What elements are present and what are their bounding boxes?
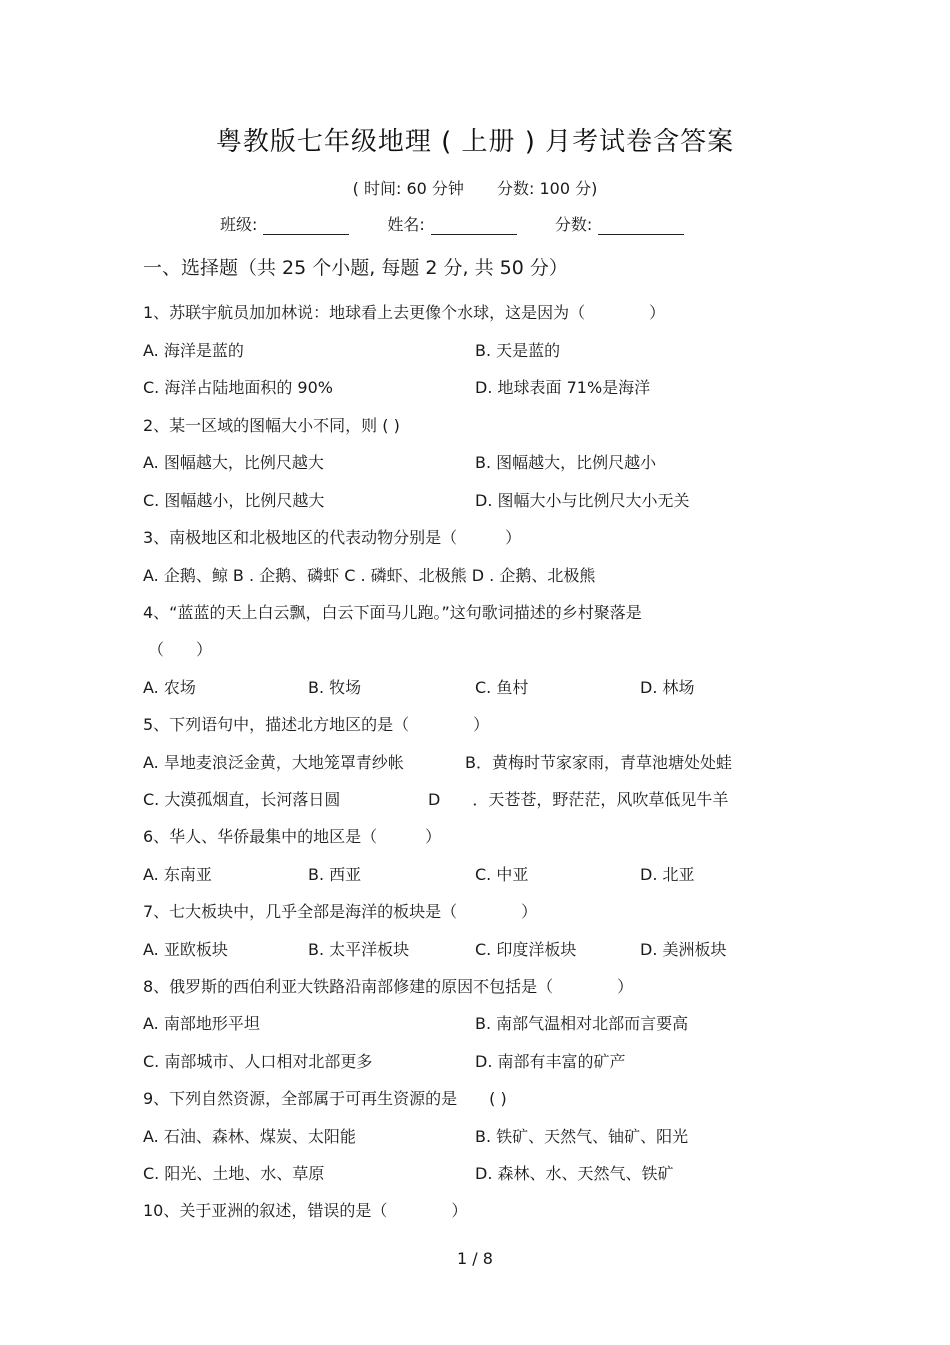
q9-option-c: C. 阳光、土地、水、草原 — [143, 1164, 325, 1183]
q4-option-d: D. 林场 — [640, 678, 695, 697]
name-blank — [431, 216, 517, 235]
question-3: 3、南极地区和北极地区的代表动物分别是（ ） — [143, 528, 522, 547]
score-field — [555, 212, 684, 235]
q5-option-b: B．黄梅时节家家雨，青草池塘处处蛙 — [465, 753, 732, 772]
class-field — [220, 212, 349, 235]
q1-option-b: B. 天是蓝的 — [475, 341, 561, 360]
question-5: 5、下列语句中，描述北方地区的是（ ） — [143, 715, 490, 734]
score-label: 分数: — [554, 215, 593, 234]
q6-option-b: B. 西亚 — [308, 865, 362, 884]
class-label: 班级: — [220, 215, 258, 234]
score-blank — [598, 216, 684, 235]
q8-option-b: B. 南部气温相对北部而言要高 — [475, 1014, 689, 1033]
question-4: 4、“蓝蓝的天上白云飘，白云下面马儿跑。”这句歌词描述的乡村聚落是 — [143, 603, 642, 622]
student-info-row — [220, 212, 740, 235]
q7-option-d: D. 美洲板块 — [640, 940, 727, 959]
q5-option-d: D ．天苍苍，野茫茫，风吹草低见牛羊 — [428, 790, 729, 809]
q8-option-a: A. 南部地形平坦 — [143, 1014, 260, 1033]
q2-option-a: A. 图幅越大，比例尺越大 — [143, 453, 324, 472]
question-10: 10、关于亚洲的叙述，错误的是（ ） — [143, 1201, 468, 1220]
q9-option-a: A. 石油、森林、煤炭、太阳能 — [143, 1127, 356, 1146]
question-9: 9、下列自然资源，全部属于可再生资源的是 ( ) — [143, 1089, 507, 1108]
question-6: 6、华人、华侨最集中的地区是（ ） — [143, 827, 442, 846]
q1-option-a: A. 海洋是蓝的 — [143, 341, 244, 360]
name-label: 姓名: — [387, 215, 425, 234]
page-title: 粤教版七年级地理 ( 上册 ) 月考试卷含答案 — [215, 127, 735, 157]
q1-option-c: C. 海洋占陆地面积的 90% — [143, 378, 333, 397]
q2-option-c: C. 图幅越小，比例尺越大 — [143, 491, 325, 510]
q6-option-a: A. 东南亚 — [143, 865, 212, 884]
q4-option-c: C. 鱼村 — [475, 678, 529, 697]
exam-score: 分数: 100 分) — [497, 179, 598, 198]
question-8: 8、俄罗斯的西伯利亚大铁路沿南部修建的原因不包括是（ ） — [143, 977, 634, 996]
q6-option-d: D. 北亚 — [640, 865, 695, 884]
q8-option-d: D. 南部有丰富的矿产 — [475, 1052, 626, 1071]
q6-option-c: C. 中亚 — [475, 865, 529, 884]
q1-option-d: D. 地球表面 71%是海洋 — [475, 378, 651, 397]
question-1: 1、苏联宇航员加加林说：地球看上去更像个水球，这是因为（ ） — [143, 303, 666, 322]
q7-option-a: A. 亚欧板块 — [143, 940, 228, 959]
q5-option-a: A. 旱地麦浪泛金黄，大地笼罩青纱帐 — [143, 753, 404, 772]
q9-option-d: D. 森林、水、天然气、铁矿 — [475, 1164, 674, 1183]
exam-time: ( 时间: 60 分钟 — [352, 179, 464, 198]
page-number: 1 / 8 — [457, 1249, 493, 1268]
question-4-blank: （ ） — [148, 640, 213, 659]
q9-option-b: B. 铁矿、天然气、铀矿、阳光 — [475, 1127, 689, 1146]
q5-option-c: C. 大漠孤烟直，长河落日圆 — [143, 790, 341, 809]
class-blank — [263, 216, 349, 235]
q7-option-b: B. 太平洋板块 — [308, 940, 410, 959]
q4-option-b: B. 牧场 — [308, 678, 362, 697]
exam-meta — [0, 176, 950, 199]
question-7: 7、七大板块中，几乎全部是海洋的板块是（ ） — [143, 902, 538, 921]
q4-option-a: A. 农场 — [143, 678, 196, 697]
q3-options: A. 企鹅、鲸 B . 企鹅、磷虾 C . 磷虾、北极熊 D . 企鹅、北极熊 — [143, 566, 596, 585]
q7-option-c: C. 印度洋板块 — [475, 940, 577, 959]
q2-option-b: B. 图幅越大，比例尺越小 — [475, 453, 657, 472]
name-field — [387, 212, 516, 235]
section-heading: 一、选择题（共 25 个小题, 每题 2 分, 共 50 分） — [143, 257, 568, 279]
q8-option-c: C. 南部城市、人口相对北部更多 — [143, 1052, 373, 1071]
q2-option-d: D. 图幅大小与比例尺大小无关 — [475, 491, 690, 510]
question-2: 2、某一区域的图幅大小不同，则 ( ) — [143, 416, 400, 435]
